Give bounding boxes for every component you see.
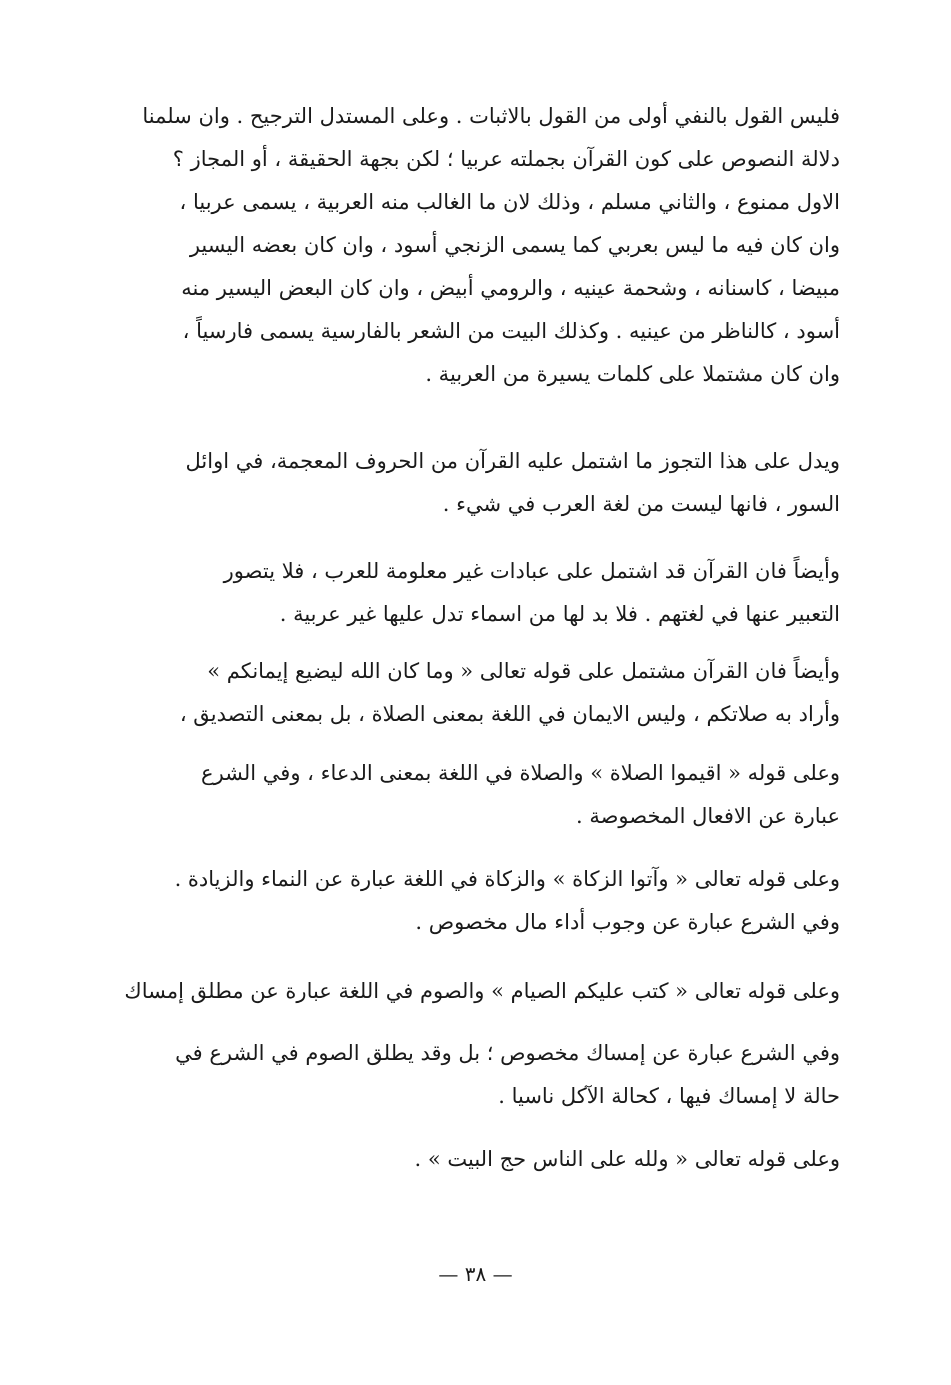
text-line: الاول ممنوع ، والثاني مسلم ، وذلك لان ما الغالب منه العربية ، يسمى عربيا ، <box>179 190 840 214</box>
text-line: وعلى قوله « اقيموا الصلاة » والصلاة في اللغة بمعنى الدعاء ، وفي الشرع <box>201 761 840 785</box>
paragraph-9 <box>80 1138 840 1181</box>
paragraph-6 <box>80 858 840 944</box>
text-line: وعلى قوله تعالى « كتب عليكم الصيام » والصوم في اللغة عبارة عن مطلق إمساك <box>124 979 840 1003</box>
paragraph-7 <box>80 970 840 1013</box>
text-line: دلالة النصوص على كون القرآن بجملته عربيا ؛ لكن بجهة الحقيقة ، أو المجاز ؟ <box>172 147 840 171</box>
text-line: وعلى قوله تعالى « ولله على الناس حج البيت » . <box>414 1147 840 1171</box>
text-line: السور ، فانها ليست من لغة العرب في شيء . <box>442 492 840 516</box>
text-line: وان كان فيه ما ليس بعربي كما يسمى الزنجي أسود ، وان كان بعضه اليسير <box>189 233 840 257</box>
page-number: — ٣٨ — <box>438 1262 513 1286</box>
text-line: مبيضا ، كاسنانه ، وشحمة عينيه ، والرومي أبيض ، وان كان البعض اليسير منه <box>181 276 840 300</box>
paragraph-1 <box>80 95 840 396</box>
text-line: عبارة عن الافعال المخصوصة . <box>575 804 840 828</box>
paragraph-2 <box>80 440 840 526</box>
text-line: وفي الشرع عبارة عن إمساك مخصوص ؛ بل وقد يطلق الصوم في الشرع في <box>175 1041 840 1065</box>
paragraph-8 <box>80 1032 840 1118</box>
text-line: وأيضاً فان القرآن مشتمل على قوله تعالى « وما كان الله ليضيع إيمانكم » <box>207 659 840 683</box>
paragraph-4 <box>80 650 840 736</box>
paragraph-5 <box>80 752 840 838</box>
text-line: وأراد به صلاتكم ، وليس الايمان في اللغة بمعنى الصلاة ، بل بمعنى التصديق ، <box>179 702 840 726</box>
paragraph-3 <box>80 550 840 636</box>
text-line: حالة لا إمساك فيها ، كحالة الآكل ناسيا . <box>498 1084 840 1108</box>
text-line: فليس القول بالنفي أولى من القول بالاثبات . وعلى المستدل الترجيح . وان سلمنا <box>142 104 840 128</box>
text-line: أسود ، كالناظر من عينيه . وكذلك البيت من الشعر بالفارسية يسمى فارسياً ، <box>182 319 840 343</box>
text-line: ويدل على هذا التجوز ما اشتمل عليه القرآن من الحروف المعجمة، في اوائل <box>185 449 840 473</box>
text-line: وان كان مشتملا على كلمات يسيرة من العربية . <box>425 362 840 386</box>
text-line: وعلى قوله تعالى « وآتوا الزكاة » والزكاة في اللغة عبارة عن النماء والزيادة . <box>174 867 840 891</box>
text-line: وفي الشرع عبارة عن وجوب أداء مال مخصوص . <box>415 910 840 934</box>
text-line: التعبير عنها في لغتهم . فلا بد لها من اسماء تدل عليها غير عربية . <box>279 602 840 626</box>
text-line: وأيضاً فان القرآن قد اشتمل على عبادات غير معلومة للعرب ، فلا يتصور <box>223 559 840 583</box>
